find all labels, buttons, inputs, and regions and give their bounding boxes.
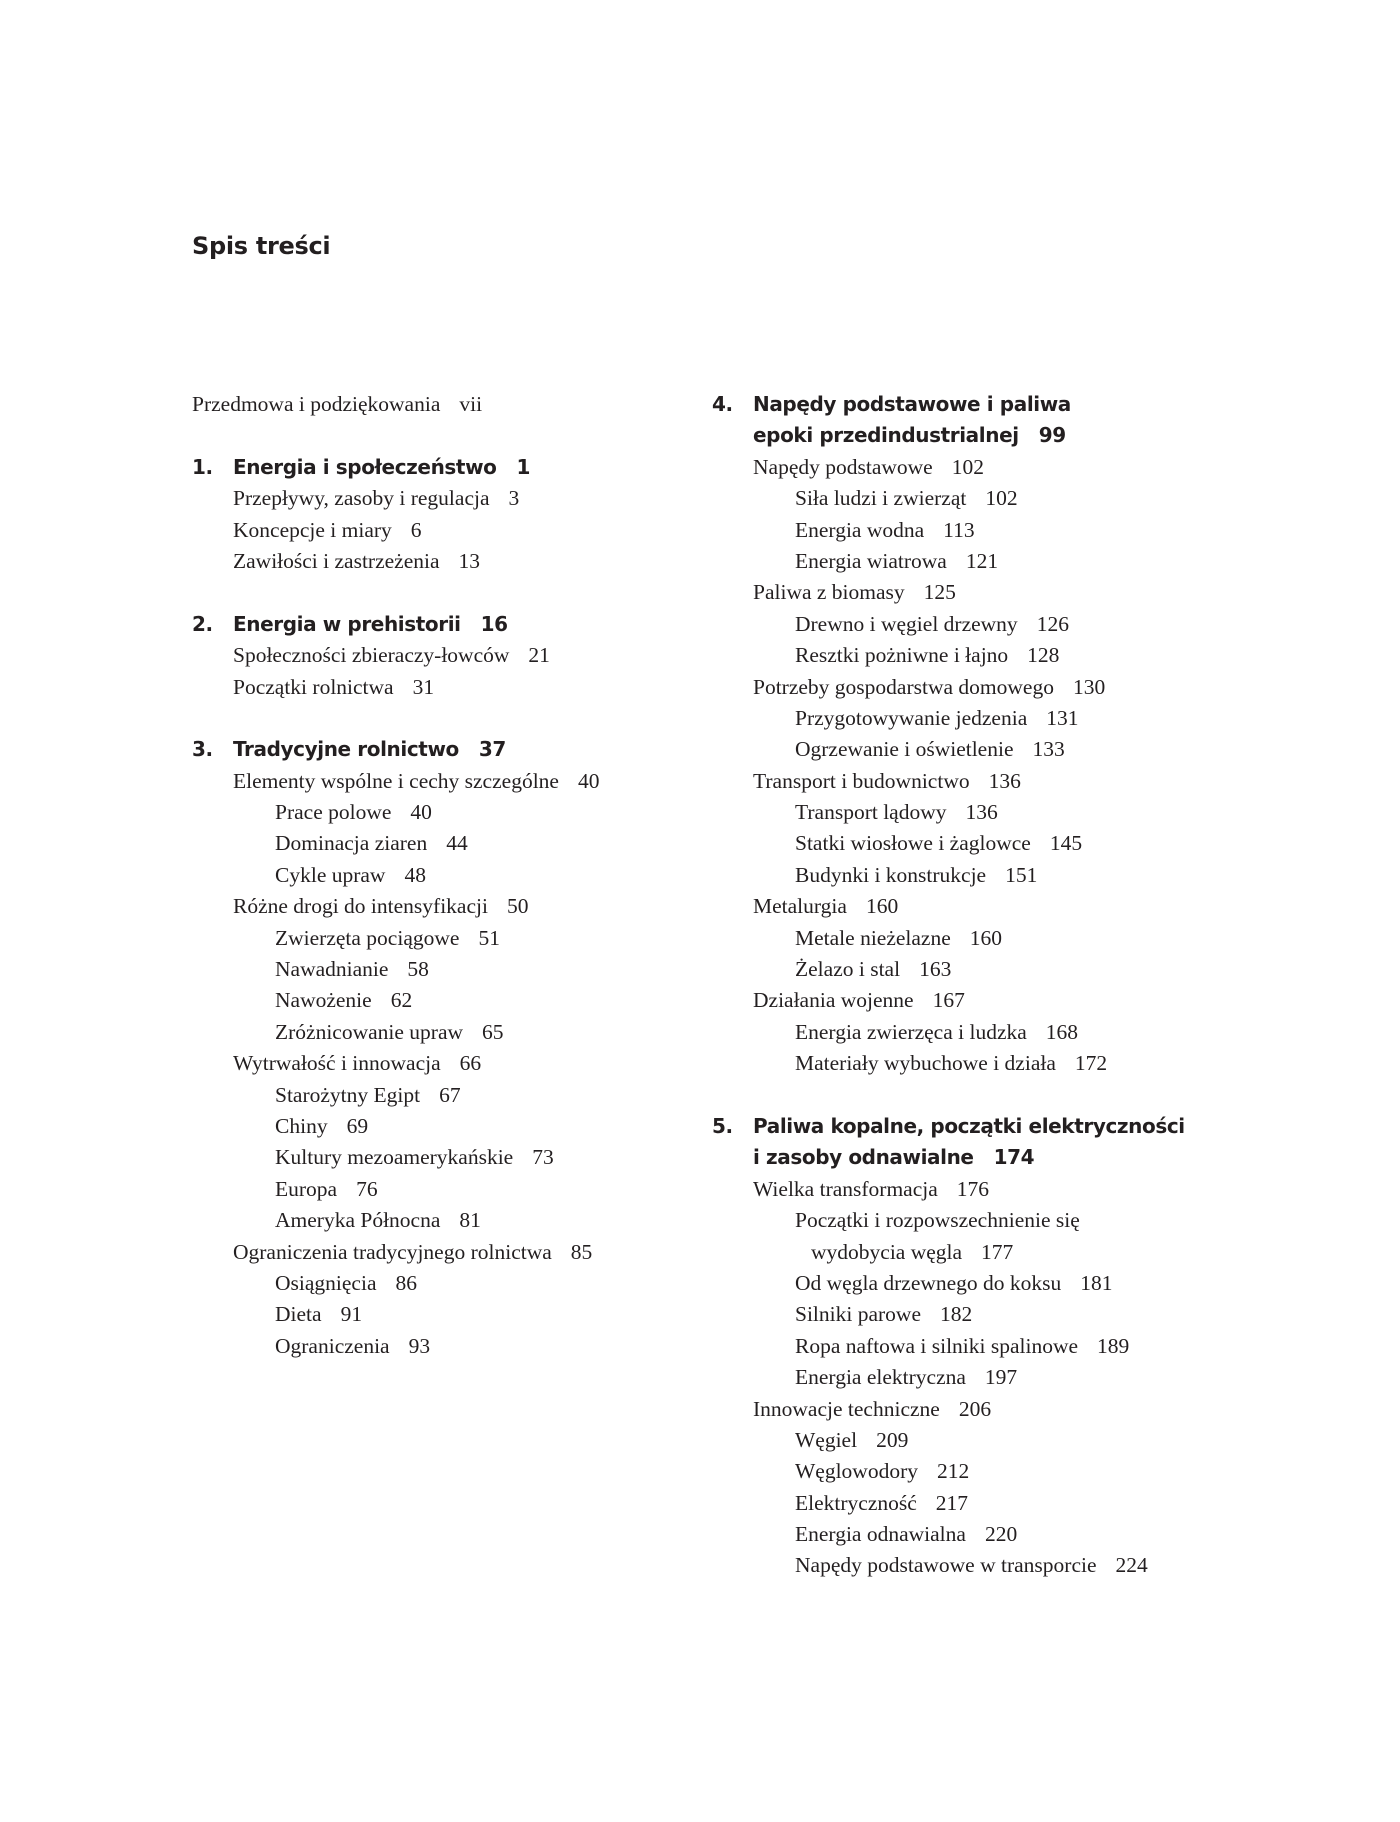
chapter-title-text: Energia i społeczeństwo: [233, 454, 497, 479]
entry-title: Społeczności zbieraczy-łowców: [233, 643, 510, 668]
page-number: 50: [506, 894, 529, 919]
toc-entry: [192, 1331, 752, 1362]
page-number: 31: [412, 674, 435, 699]
chapter-title-text: i zasoby odnawialne: [753, 1145, 974, 1170]
page-number: 21: [528, 643, 550, 668]
entry-title: Początki i rozpowszechnienie się: [795, 1208, 1080, 1233]
page-number: vii: [459, 392, 483, 416]
entry-title: Zawiłości i zastrzeżenia: [233, 548, 440, 573]
toc-entry: [712, 1362, 1332, 1393]
entry-title: Innowacje techniczne: [753, 1396, 940, 1421]
page-number: 189: [1097, 1333, 1130, 1358]
page-number: 128: [1027, 643, 1060, 668]
page-number: 85: [570, 1239, 593, 1264]
entry-title: Metalurgia: [753, 894, 847, 919]
toc-entry: [712, 1048, 1332, 1079]
toc-entry: [712, 672, 1332, 703]
page-number: 67: [439, 1082, 461, 1107]
chapter-title: [233, 452, 530, 483]
toc-left-column: [192, 389, 752, 1362]
chapter-number: 5.: [712, 1113, 733, 1138]
toc-entry: [192, 1205, 752, 1236]
page-number: 125: [923, 580, 956, 605]
chapter-title-line-1: Paliwa kopalne, początki elektryczności: [753, 1113, 1185, 1138]
toc-entry: [192, 1299, 752, 1330]
entry-title: Kultury mezoamerykańskie: [275, 1145, 514, 1170]
toc-entry: [712, 703, 1332, 734]
entry-title: Różne drogi do intensyfikacji: [233, 894, 488, 919]
toc-entry: [712, 954, 1332, 985]
entry-title: Początki rolnictwa: [233, 674, 394, 699]
page-number: 40: [577, 768, 600, 793]
entry-title: Wytrwałość i innowacja: [233, 1051, 441, 1076]
entry-title: Metale nieżelazne: [795, 925, 951, 950]
entry-title: Elementy wspólne i cechy szczególne: [233, 768, 559, 793]
page-number: 197: [984, 1365, 1018, 1390]
toc-entry: [192, 389, 752, 420]
entry-title: Drewno i węgiel drzewny: [795, 611, 1018, 636]
entry-title: Siła ludzi i zwierząt: [795, 486, 967, 511]
toc-entry: [712, 1237, 1332, 1268]
entry-title: Wielka transformacja: [753, 1176, 938, 1201]
toc-entry: [712, 1550, 1332, 1581]
toc-entry: [192, 1080, 752, 1111]
toc-entry: [712, 1174, 1332, 1205]
toc-entry: [192, 923, 752, 954]
page-number: 40: [410, 800, 432, 825]
chapter-title-line-1: Napędy podstawowe i paliwa: [753, 392, 1071, 416]
chapter-title-text: Energia w prehistorii: [233, 611, 461, 636]
page-number: 168: [1045, 1019, 1079, 1044]
entry-title: Budynki i konstrukcje: [795, 862, 987, 887]
toc-entry: [712, 515, 1332, 546]
chapter-title-line-2: [753, 1142, 1034, 1173]
toc-entry: [192, 985, 752, 1016]
page-number: 136: [988, 768, 1021, 793]
page-number: 121: [965, 548, 999, 573]
page-number: 133: [1032, 737, 1065, 762]
page-number: 13: [458, 548, 481, 573]
page-number: 65: [482, 1019, 504, 1044]
chapter-title-text: Tradycyjne rolnictwo: [233, 737, 459, 762]
chapter-number: 1.: [192, 454, 213, 479]
entry-title: Nawadnianie: [275, 957, 389, 982]
entry-title: Silniki parowe: [795, 1302, 921, 1327]
toc-chapter-continued: [712, 420, 1332, 451]
entry-title: Prace polowe: [275, 800, 392, 825]
page-number: 126: [1036, 611, 1069, 636]
chapter-number: 4.: [712, 392, 733, 416]
toc-entry: [712, 1425, 1332, 1456]
toc-spacer: [192, 420, 752, 451]
toc-entry: [712, 828, 1332, 859]
page-number: 48: [404, 862, 426, 887]
page-number: 86: [395, 1270, 417, 1295]
entry-title: Potrzeby gospodarstwa domowego: [753, 674, 1054, 699]
page-number: 62: [390, 988, 413, 1013]
entry-title: Resztki pożniwne i łajno: [795, 643, 1009, 668]
entry-title: Przepływy, zasoby i regulacja: [233, 486, 490, 511]
page-number: 91: [340, 1302, 363, 1327]
entry-title: Paliwa z biomasy: [753, 580, 905, 605]
toc-entry: [192, 891, 752, 922]
toc-entry: [712, 1299, 1332, 1330]
toc-entry: [712, 1205, 1332, 1236]
page-number: 93: [408, 1333, 431, 1358]
page-number: 212: [937, 1459, 970, 1484]
page-number: 206: [958, 1396, 992, 1421]
toc-entry: [192, 954, 752, 985]
toc-spacer: [712, 1080, 1332, 1111]
page-number: 151: [1005, 862, 1038, 887]
toc-entry: [192, 828, 752, 859]
page-number: 136: [965, 800, 998, 825]
entry-title: Transport i budownictwo: [753, 768, 970, 793]
entry-title: Koncepcje i miary: [233, 517, 392, 542]
toc-chapter: [192, 609, 752, 640]
entry-title: Ograniczenia: [275, 1333, 390, 1358]
entry-title: Starożytny Egipt: [275, 1082, 421, 1107]
toc-entry: [192, 640, 752, 671]
toc-entry: [192, 546, 752, 577]
entry-title: Energia odnawialna: [795, 1522, 966, 1547]
page-number: 209: [876, 1427, 909, 1452]
page-number: 160: [865, 894, 899, 919]
page-number: 66: [459, 1051, 482, 1076]
entry-title: wydobycia węgla: [811, 1239, 963, 1264]
entry-title: Przedmowa i podziękowania: [192, 392, 441, 416]
page-title: Spis treści: [192, 232, 331, 260]
chapter-number: 2.: [192, 611, 213, 636]
entry-title: Osiągnięcia: [275, 1270, 377, 1295]
entry-title: Energia wiatrowa: [795, 548, 947, 573]
toc-spacer: [192, 577, 752, 608]
toc-entry: [192, 1237, 752, 1268]
page-number: 81: [459, 1208, 481, 1233]
entry-title: Ropa naftowa i silniki spalinowe: [795, 1333, 1079, 1358]
entry-title: Cykle upraw: [275, 862, 386, 887]
entry-title: Ameryka Północna: [275, 1208, 441, 1233]
page-number: 51: [478, 925, 500, 950]
entry-title: Transport lądowy: [795, 800, 947, 825]
toc-entry: [712, 1268, 1332, 1299]
page-number: 182: [940, 1302, 973, 1327]
entry-title: Energia zwierzęca i ludzka: [795, 1019, 1027, 1044]
entry-title: Ograniczenia tradycyjnego rolnictwa: [233, 1239, 552, 1264]
toc-entry: [712, 797, 1332, 828]
page-number: 44: [446, 831, 468, 856]
toc-chapter: [712, 389, 1332, 420]
page-number: 130: [1072, 674, 1106, 699]
page-number: 224: [1115, 1553, 1148, 1578]
toc-entry: [192, 1268, 752, 1299]
page-number: 177: [981, 1239, 1014, 1264]
toc-entry: [712, 483, 1332, 514]
toc-entry: [192, 1142, 752, 1173]
toc-chapter: [192, 734, 752, 765]
page-number: 58: [407, 957, 429, 982]
toc-entry: [712, 640, 1332, 671]
entry-title: Od węgla drzewnego do koksu: [795, 1270, 1062, 1295]
page-number: 217: [935, 1490, 969, 1515]
chapter-title: [233, 734, 506, 765]
page-number: 113: [943, 517, 975, 542]
entry-title: Chiny: [275, 1113, 328, 1138]
toc-entry: [192, 1174, 752, 1205]
chapter-title-text: epoki przedindustrialnej: [753, 423, 1019, 448]
entry-title: Zróżnicowanie upraw: [275, 1019, 464, 1044]
toc-entry: [712, 860, 1332, 891]
page-number: 131: [1046, 705, 1079, 730]
chapter-number: 3.: [192, 737, 213, 762]
page-number: 174: [993, 1145, 1035, 1170]
entry-title: Statki wiosłowe i żaglowce: [795, 831, 1031, 856]
entry-title: Węgiel: [795, 1427, 858, 1452]
page-number: 160: [969, 925, 1003, 950]
entry-title: Dominacja ziaren: [275, 831, 428, 856]
toc-entry: [712, 1488, 1332, 1519]
entry-title: Materiały wybuchowe i działa: [795, 1051, 1056, 1076]
page-number: 172: [1074, 1051, 1108, 1076]
page-number: 6: [410, 517, 422, 542]
page-number: 16: [480, 611, 508, 636]
toc-entry: [192, 797, 752, 828]
page-number: 99: [1038, 423, 1066, 448]
entry-title: Zwierzęta pociągowe: [275, 925, 460, 950]
entry-title: Dieta: [275, 1302, 322, 1327]
toc-entry: [712, 546, 1332, 577]
toc-entry: [192, 515, 752, 546]
entry-title: Napędy podstawowe w transporcie: [795, 1553, 1097, 1578]
entry-title: Europa: [275, 1176, 338, 1201]
page-number: 181: [1080, 1270, 1113, 1295]
entry-title: Napędy podstawowe: [753, 454, 933, 479]
entry-title: Węglowodory: [795, 1459, 918, 1484]
toc-entry: [192, 483, 752, 514]
page-number: 3: [508, 486, 520, 511]
toc-chapter: [712, 1111, 1332, 1142]
page-number: 76: [356, 1176, 378, 1201]
entry-title: Działania wojenne: [753, 988, 914, 1013]
toc-entry: [712, 577, 1332, 608]
page-number: 167: [932, 988, 965, 1013]
toc-chapter: [192, 452, 752, 483]
toc-entry: [712, 1017, 1332, 1048]
toc-entry: [712, 766, 1332, 797]
toc-entry: [712, 734, 1332, 765]
page-number: 37: [478, 737, 506, 762]
toc-entry: [192, 1111, 752, 1142]
toc-entry: [712, 1456, 1332, 1487]
toc-entry: [192, 860, 752, 891]
page-number: 1: [516, 454, 531, 479]
entry-title: Żelazo i stal: [795, 957, 901, 982]
toc-entry: [712, 452, 1332, 483]
page-number: 220: [984, 1522, 1018, 1547]
page-number: 163: [919, 957, 952, 982]
toc-right-column: [712, 389, 1332, 1582]
chapter-title: [233, 609, 508, 640]
entry-title: Przygotowywanie jedzenia: [795, 705, 1028, 730]
entry-title: Energia elektryczna: [795, 1365, 966, 1390]
entry-title: Energia wodna: [795, 517, 925, 542]
toc-entry: [192, 766, 752, 797]
toc-entry: [712, 1519, 1332, 1550]
toc-entry: [712, 891, 1332, 922]
entry-title: Nawożenie: [275, 988, 372, 1013]
page-number: 69: [346, 1113, 369, 1138]
toc-spacer: [192, 703, 752, 734]
toc-entry: [712, 609, 1332, 640]
page-number: 73: [532, 1145, 554, 1170]
toc-entry: [192, 672, 752, 703]
toc-chapter-continued: [712, 1142, 1332, 1173]
page-number: 176: [956, 1176, 990, 1201]
toc-entry: [712, 985, 1332, 1016]
page-number: 102: [951, 454, 984, 479]
entry-title: Ogrzewanie i oświetlenie: [795, 737, 1014, 762]
chapter-title-line-2: [753, 420, 1066, 451]
toc-entry: [712, 1331, 1332, 1362]
toc-entry: [712, 1394, 1332, 1425]
toc-entry: [712, 923, 1332, 954]
toc-entry: [192, 1017, 752, 1048]
page-number: 145: [1049, 831, 1083, 856]
toc-entry: [192, 1048, 752, 1079]
page-number: 102: [985, 486, 1018, 511]
entry-title: Elektryczność: [795, 1490, 917, 1515]
